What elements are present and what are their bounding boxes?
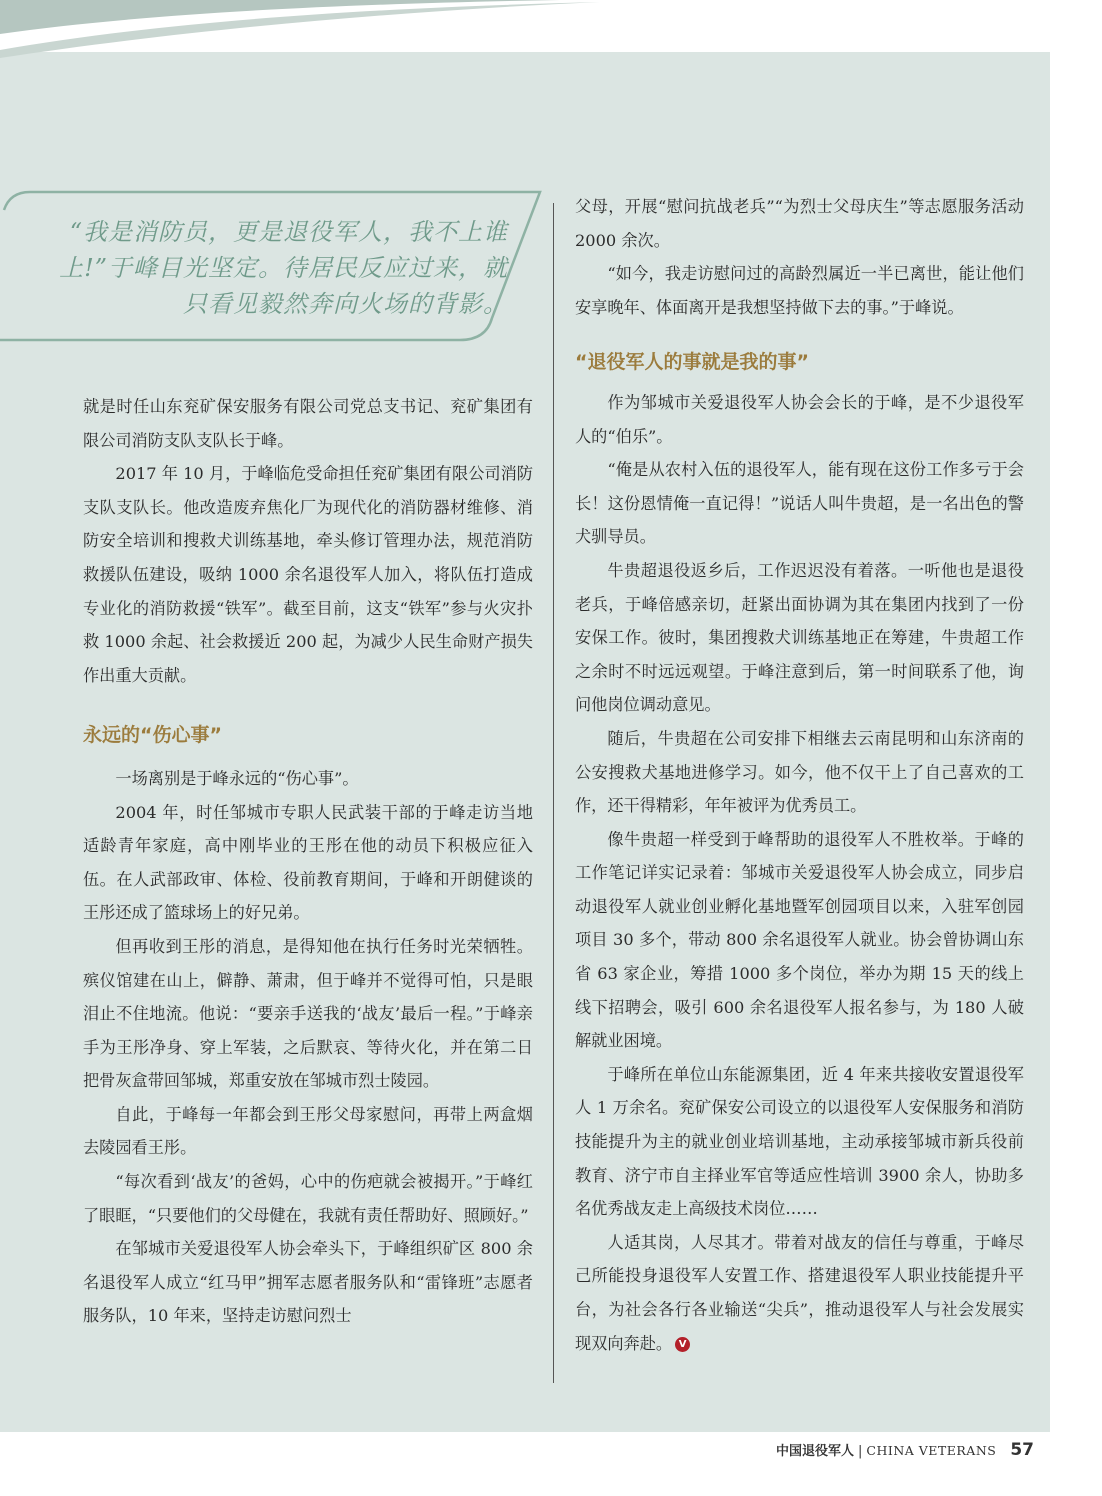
paragraph: 但再收到王彤的消息，是得知他在执行任务时光荣牺牲。殡仪馆建在山上，僻静、萧肃，但于峰并不觉得可怕，只是眼泪止不住地流。他说：“要亲手送我的‘战友’最后一程。”于峰亲手为王彤净身、穿上军装，之后默哀、等待火化，并在第二日把骨灰盒带回邹城，郑重安放在邹城市烈士陵园。 — [83, 936, 533, 1091]
paragraph: “如今，我走访慰问过的高龄烈属近一半已离世，能让他们安享晚年、体面离开是我想坚持做下去的事。”于峰说。 — [575, 264, 1024, 317]
paragraph: 于峰所在单位山东能源集团，近 4 年来共接收安置退役军人 1 万余名。兖矿保安公司设立的以退役军人安保服务和消防技能提升为主的就业创业培训基地，主动承接邹城市新兵役前教育、济宁市自主择业军官等适应性培训 3900 余人，协助多名优秀战友走上高级技术岗位…… — [575, 1064, 1024, 1219]
paragraph: 自此，于峰每一年都会到王彤父母家慰问，再带上两盒烟去陵园看王彤。 — [83, 1104, 533, 1158]
left-column — [83, 390, 533, 1333]
paragraph: 父母，开展“慰问抗战老兵”“为烈士父母庆生”等志愿服务活动 2000 余次。 — [575, 197, 1024, 250]
magazine-name-en: CHINA VETERANS — [866, 1443, 997, 1458]
paragraph: 2017 年 10 月，于峰临危受命担任兖矿集团有限公司消防支队支队长。他改造废弃焦化厂为现代化的消防器材维修、消防安全培训和搜救犬训练基地，牵头修订管理办法，规范消防救援队伍建设，吸纳 1000 余名退役军人加入，将队伍打造成专业化的消防救援“铁军”。截至目前，这支“铁军”参与火灾扑救 1000 余起、社会救援近 200 起，为减少人民生命财产损失作出重大贡献。 — [83, 464, 533, 685]
paragraph-text: 人适其岗，人尽其才。带着对战友的信任与尊重，于峰尽己所能投身退役军人安置工作、搭建退役军人职业技能提升平台，为社会各行各业输送“尖兵”，推动退役军人与社会发展实现双向奔赴。 — [575, 1232, 1024, 1353]
right-column — [575, 190, 1024, 1360]
paragraph: 在邹城市关爱退役军人协会牵头下，于峰组织矿区 800 余名退役军人成立“红马甲”拥军志愿者服务队和“雷锋班”志愿者服务队，10 年来，坚持走访慰问烈士 — [83, 1239, 533, 1326]
decorative-swoosh — [0, 0, 1102, 60]
paragraph: 随后，牛贵超在公司安排下相继去云南昆明和山东济南的公安搜救犬基地进修学习。如今，他不仅干上了自己喜欢的工作，还干得精彩，年年被评为优秀员工。 — [575, 728, 1024, 816]
section-heading: 永远的“伤心事” — [83, 724, 222, 747]
magazine-name-cn: 中国退役军人 — [776, 1444, 855, 1459]
section-heading: “退役军人的事就是我的事” — [575, 351, 809, 374]
paragraph: “俺是从农村入伍的退役军人，能有现在这份工作多亏于会长！这份恩情俺一直记得！”说话人叫牛贵超，是一名出色的警犬驯导员。 — [575, 460, 1024, 547]
page-number: 57 — [1010, 1440, 1034, 1460]
column-divider — [553, 203, 554, 1383]
paragraph: 作为邹城市关爱退役军人协会会长的于峰，是不少退役军人的“伯乐”。 — [575, 392, 1024, 446]
pullquote: “我是消防员，更是退役军人，我不上谁上!”于峰目光坚定。待居民反应过来，就只看见毅然奔向火场的背影。 — [59, 218, 508, 318]
paragraph: 2004 年，时任邹城市专职人民武装干部的于峰走访当地适龄青年家庭，高中刚毕业的王彤在他的动员下积极应征入伍。在人武部政审、体检、役前教育期间，于峰和开朗健谈的王彤还成了篮球场上的好兄弟。 — [83, 802, 533, 923]
end-mark-icon: V — [675, 1337, 690, 1352]
paragraph: 就是时任山东兖矿保安服务有限公司党总支书记、兖矿集团有限公司消防支队支队长于峰。 — [83, 397, 533, 450]
paragraph — [575, 1226, 1024, 1360]
footer-separator: | — [858, 1444, 863, 1459]
paragraph: 像牛贵超一样受到于峰帮助的退役军人不胜枚举。于峰的工作笔记详实记录着：邹城市关爱退役军人协会成立，同步启动退役军人就业创业孵化基地暨军创园项目以来，入驻军创园项目 30 多个，带动 800 余名退役军人就业。协会曾协调山东省 63 家企业，筹措 1000 多个岗位，举办为期 15 天的线上线下招聘会，吸引 600 余名退役军人报名参与，为 180 人破解就业困境。 — [575, 829, 1024, 1051]
paragraph: 牛贵超退役返乡后，工作迟迟没有着落。一听他也是退役老兵，于峰倍感亲切，赶紧出面协调为其在集团内找到了一份安保工作。彼时，集团搜救犬训练基地正在筹建，牛贵超工作之余时不时远远观望。于峰注意到后，第一时间联系了他，询问他岗位调动意见。 — [575, 560, 1024, 715]
page-footer — [776, 1440, 1034, 1460]
paragraph: 一场离别是于峰永远的“伤心事”。 — [115, 768, 359, 788]
paragraph: “每次看到‘战友’的爸妈，心中的伤疤就会被揭开。”于峰红了眼眶，“只要他们的父母健在，我就有责任帮助好、照顾好。” — [83, 1172, 533, 1225]
